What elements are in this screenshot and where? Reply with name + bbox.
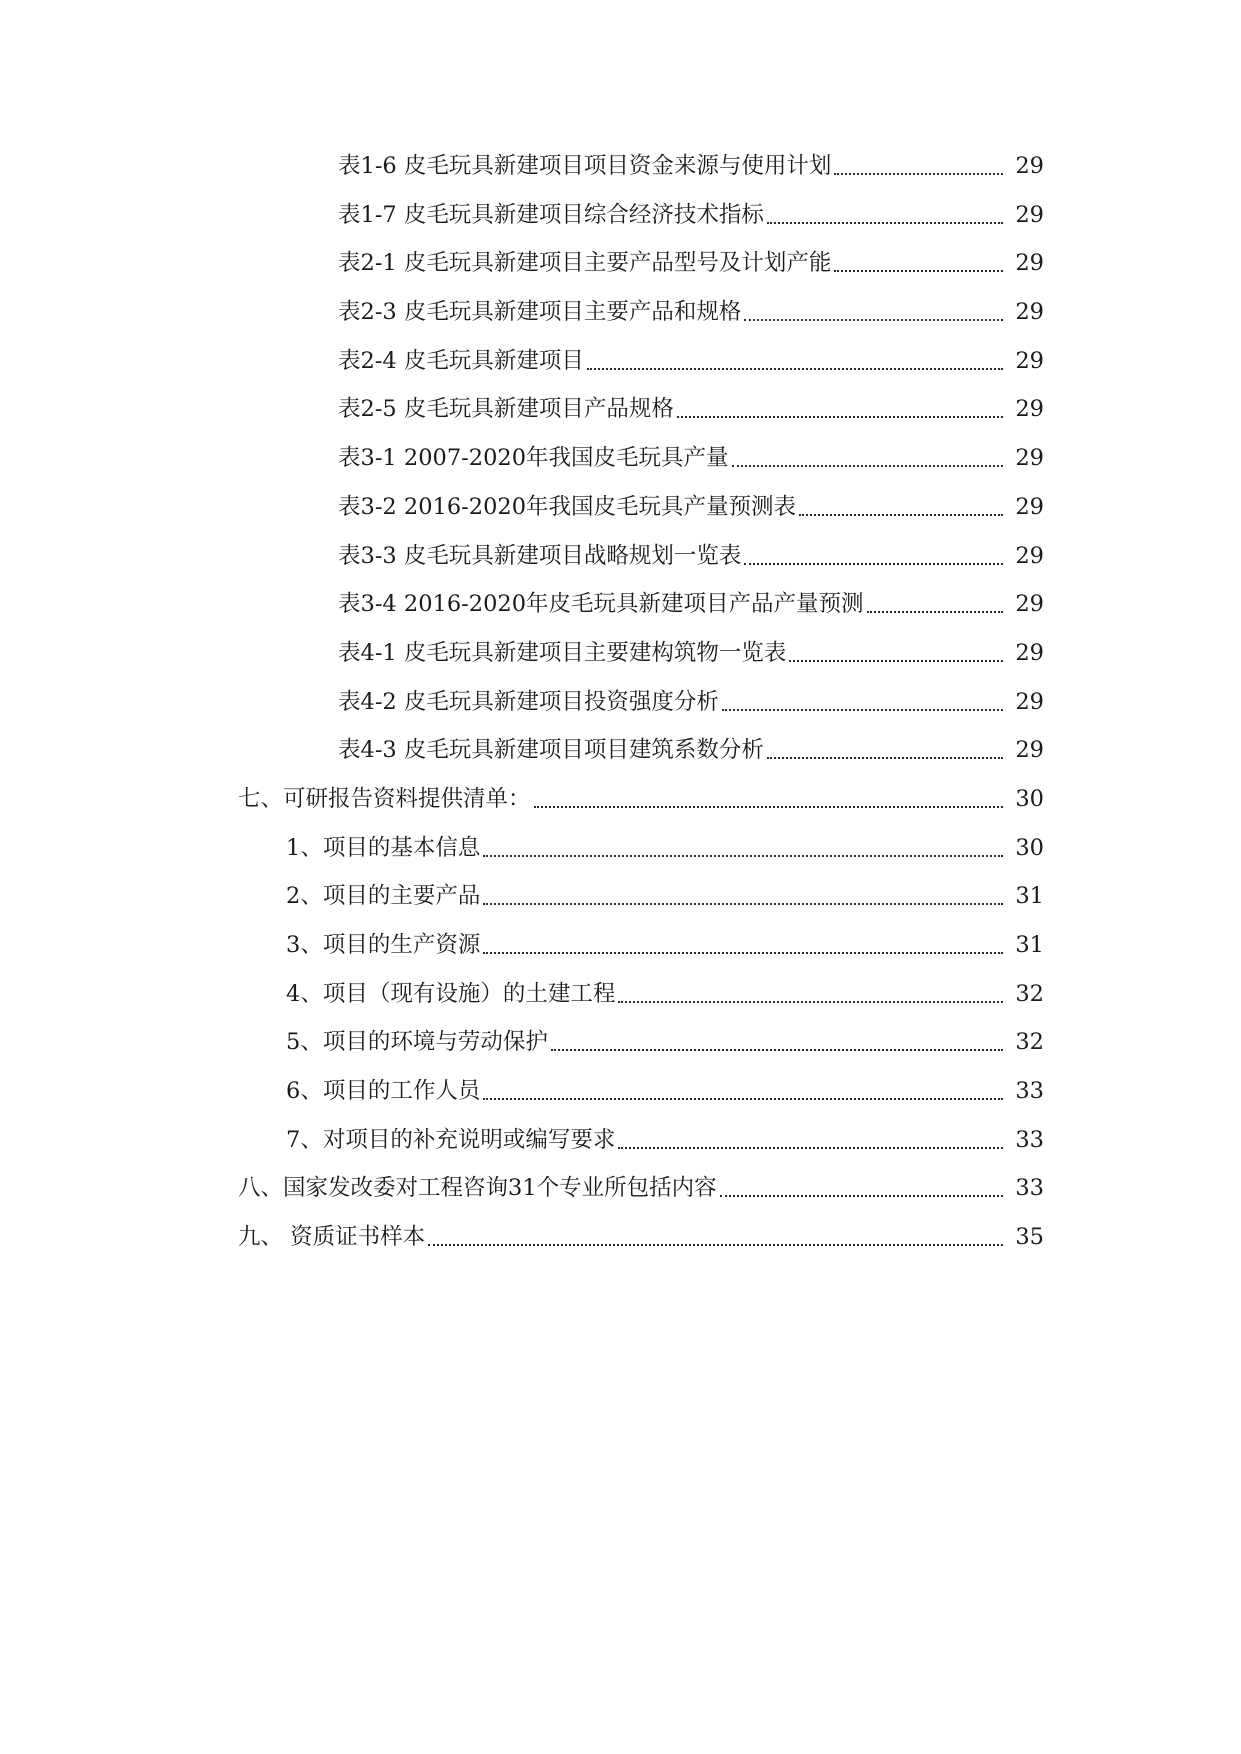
toc-entry-title: 表4-2 皮毛玩具新建项目投资强度分析 — [338, 688, 719, 715]
toc-entry-page-number: 29 — [1015, 153, 1044, 179]
toc-entry-title: 表3-4 2016-2020年皮毛玩具新建项目产品产量预测 — [338, 591, 864, 618]
toc-entry-page-number: 29 — [1015, 493, 1044, 520]
toc-entry-page-number: 29 — [1015, 445, 1044, 472]
toc-entry[interactable] — [0, 1029, 1241, 1078]
toc-entry[interactable] — [0, 591, 1241, 640]
toc-entry[interactable] — [0, 932, 1241, 981]
toc-entry-page-number: 29 — [1015, 250, 1044, 277]
dot-leader — [722, 689, 1003, 711]
toc-entry-page-number: 29 — [1015, 737, 1044, 764]
toc-entry-page-number: 29 — [1015, 201, 1044, 228]
dot-leader — [732, 445, 1003, 467]
toc-entry[interactable] — [0, 1175, 1241, 1224]
dot-leader — [483, 1078, 1003, 1100]
toc-entry-page-number: 30 — [1015, 834, 1044, 861]
toc-entry[interactable] — [0, 786, 1241, 835]
toc-entry-page-number: 32 — [1015, 1029, 1044, 1056]
toc-entry-page-number: 35 — [1015, 1224, 1044, 1251]
toc-entry-title: 八、国家发改委对工程咨询31个专业所包括内容 — [238, 1175, 717, 1202]
toc-entry-title: 2、项目的主要产品 — [286, 883, 481, 910]
toc-entry[interactable] — [0, 299, 1241, 348]
toc-entry-title: 九、 资质证书样本 — [238, 1224, 426, 1251]
dot-leader — [834, 153, 1003, 175]
toc-entry-title: 表2-1 皮毛玩具新建项目主要产品型号及计划产能 — [338, 250, 832, 277]
toc-entry[interactable] — [0, 202, 1241, 251]
dot-leader — [677, 396, 1003, 418]
toc-entry[interactable] — [0, 445, 1241, 494]
toc-entry-page-number: 31 — [1015, 932, 1044, 958]
toc-entry-page-number: 29 — [1015, 299, 1044, 326]
dot-leader — [483, 932, 1003, 954]
toc-entry[interactable] — [0, 737, 1241, 786]
toc-entry-page-number: 33 — [1015, 1175, 1044, 1202]
toc-entry-title: 6、项目的工作人员 — [286, 1078, 481, 1105]
toc-entry-page-number: 32 — [1015, 980, 1044, 1007]
toc-entry[interactable] — [0, 153, 1241, 202]
dot-leader — [618, 1127, 1003, 1149]
toc-entry-title: 5、项目的环境与劳动保护 — [286, 1029, 548, 1056]
toc-entry-page-number: 31 — [1015, 883, 1044, 910]
toc-entry[interactable] — [0, 494, 1241, 543]
dot-leader — [483, 883, 1003, 905]
toc-entry-title: 表3-1 2007-2020年我国皮毛玩具产量 — [338, 445, 729, 472]
dot-leader — [867, 591, 1003, 613]
toc-entry-title: 表3-3 皮毛玩具新建项目战略规划一览表 — [338, 542, 742, 569]
toc-entry-page-number: 30 — [1015, 785, 1044, 812]
toc-entry[interactable] — [0, 543, 1241, 592]
toc-entry[interactable] — [0, 348, 1241, 397]
toc-entry-title: 表1-7 皮毛玩具新建项目综合经济技术指标 — [338, 201, 764, 228]
toc-entry[interactable] — [0, 1224, 1241, 1273]
toc-entry-title: 3、项目的生产资源 — [286, 932, 481, 958]
toc-entry-title: 7、对项目的补充说明或编写要求 — [286, 1126, 616, 1153]
dot-leader — [618, 981, 1003, 1003]
toc-entry-title: 1、项目的基本信息 — [286, 834, 481, 861]
toc-entry[interactable] — [0, 1127, 1241, 1176]
toc-entry-title: 表4-1 皮毛玩具新建项目主要建构筑物一览表 — [338, 639, 787, 666]
toc-entry-title: 表1-6 皮毛玩具新建项目项目资金来源与使用计划 — [338, 153, 832, 179]
toc-entry-title: 七、可研报告资料提供清单： — [238, 785, 531, 812]
toc-entry-page-number: 29 — [1015, 639, 1044, 666]
dot-leader — [767, 202, 1003, 224]
dot-leader — [551, 1029, 1003, 1051]
toc-entry-title: 表2-5 皮毛玩具新建项目产品规格 — [338, 396, 674, 423]
toc-entry[interactable] — [0, 250, 1241, 299]
toc-entry-page-number: 29 — [1015, 396, 1044, 423]
dot-leader — [720, 1175, 1003, 1197]
toc-entry-page-number: 33 — [1015, 1126, 1044, 1153]
dot-leader — [767, 737, 1003, 759]
toc-entry[interactable] — [0, 883, 1241, 932]
toc-entry-page-number: 29 — [1015, 688, 1044, 715]
dot-leader — [799, 494, 1003, 516]
toc-entry-title: 4、项目（现有设施）的土建工程 — [286, 980, 616, 1007]
toc-entry-page-number: 29 — [1015, 591, 1044, 618]
toc-entry-page-number: 29 — [1015, 347, 1044, 374]
toc-entry-page-number: 33 — [1015, 1078, 1044, 1105]
toc-entry-title: 表4-3 皮毛玩具新建项目项目建筑系数分析 — [338, 737, 764, 764]
toc-entry[interactable] — [0, 640, 1241, 689]
dot-leader — [789, 640, 1003, 662]
dot-leader — [483, 835, 1003, 857]
toc-entry[interactable] — [0, 981, 1241, 1030]
toc-entry-page-number: 29 — [1015, 542, 1044, 569]
toc-entry[interactable] — [0, 689, 1241, 738]
dot-leader — [534, 786, 1003, 808]
dot-leader — [428, 1224, 1003, 1246]
toc-entry[interactable] — [0, 835, 1241, 884]
table-of-contents — [0, 153, 1241, 1273]
dot-leader — [744, 543, 1003, 565]
dot-leader — [834, 250, 1003, 272]
dot-leader — [587, 348, 1003, 370]
toc-entry[interactable] — [0, 396, 1241, 445]
dot-leader — [744, 299, 1003, 321]
toc-entry-title: 表2-3 皮毛玩具新建项目主要产品和规格 — [338, 299, 742, 326]
toc-entry-title: 表3-2 2016-2020年我国皮毛玩具产量预测表 — [338, 493, 797, 520]
toc-entry-title: 表2-4 皮毛玩具新建项目 — [338, 347, 584, 374]
toc-entry[interactable] — [0, 1078, 1241, 1127]
